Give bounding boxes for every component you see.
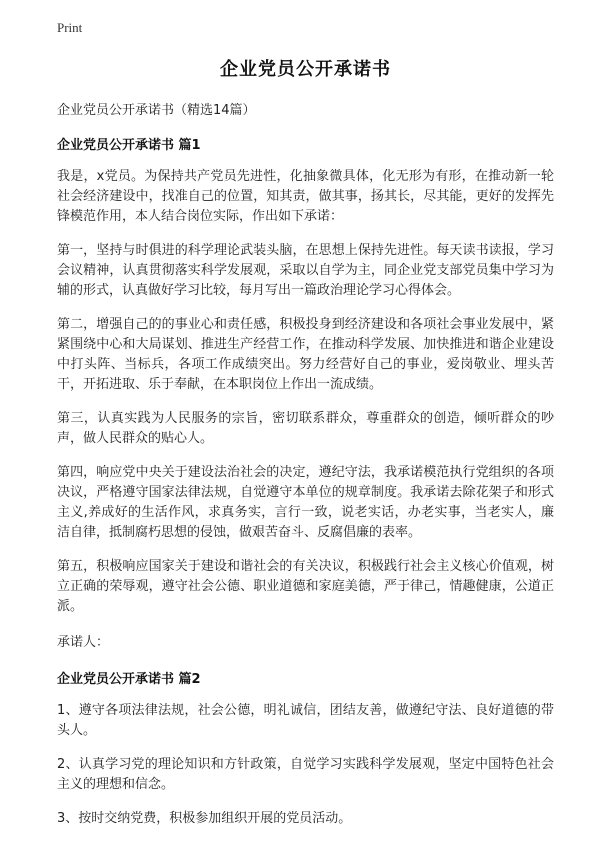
document-subtitle: 企业党员公开承诺书（精选14篇） xyxy=(57,103,256,118)
paragraph: 第二，增强自己的的事业心和责任感，积极投身到经济建设和各项社会事业发展中，紧紧围绕中心和大局谋划、推进生产经营工作，在推动科学发展、加快推进和谐企业建设中打头阵、当标兵，各项工作成绩突出。努力经营好自己的事业，爱岗敬业、埋头苦干，开拓进取、乐于奉献，在本职岗位上作出一流成绩。 xyxy=(57,317,554,392)
section-heading-1: 企业党员公开承诺书 篇1 xyxy=(57,138,201,153)
paragraph: 第三，认真实践为人民服务的宗旨，密切联系群众，尊重群众的创造，倾听群众的吵声，做人民群众的贴心人。 xyxy=(57,411,554,446)
paragraph: 我是，x党员。为保持共产党员先进性，化抽象微具体，化无形为有形，在推动新一轮社会经济建设中，找准自己的位置，知其责，做其事，扬其长，尽其能，更好的发挥先锋模范作用，本人结合岗位实际，作出如下承诺： xyxy=(57,169,554,224)
paragraph: 第五，积极响应国家关于建设和谐社会的有关决议，积极践行社会主义核心价值观，树立正确的荣辱观，遵守社会公德、职业道德和家庭美德，严于律己，情趣健康，公道正派。 xyxy=(57,559,554,614)
paragraph: 2、认真学习党的理论知识和方针政策，自觉学习实践科学发展观，坚定中国特色社会主义的理想和信念。 xyxy=(57,757,554,792)
paragraph: 1、遵守各项法律法规，社会公德，明礼诚信，团结友善，做遵纪守法、良好道德的带头人。 xyxy=(57,703,554,738)
document-body xyxy=(57,55,554,843)
document-title: 企业党员公开承诺书 xyxy=(220,59,391,80)
signer-label: 承诺人： xyxy=(57,635,110,650)
section-heading-2: 企业党员公开承诺书 篇2 xyxy=(57,672,201,687)
paragraph: 3、按时交纳党费，积极参加组织开展的党员活动。 xyxy=(57,811,352,826)
paragraph: 第四，响应党中央关于建设法治社会的决定，遵纪守法，我承诺模范执行党组织的各项决议，严格遵守国家法律法规，自觉遵守本单位的规章制度。我承诺去除花架子和形式主义,养成好的生活作风，求真务实，言行一致，说老实话，办老实事，当老实人，廉洁自律，抵制腐朽思想的侵蚀，做艰苦奋斗、反腐倡廉的表率。 xyxy=(57,465,554,540)
print-link[interactable]: Print xyxy=(57,20,83,35)
paragraph: 第一，坚持与时俱进的科学理论武装头脑，在思想上保持先进性。每天读书读报，学习会议精神，认真贯彻落实科学发展观，采取以自学为主，同企业党支部党员集中学习为辅的形式，认真做好学习比较，每月写出一篇政治理论学习心得体会。 xyxy=(57,243,554,298)
